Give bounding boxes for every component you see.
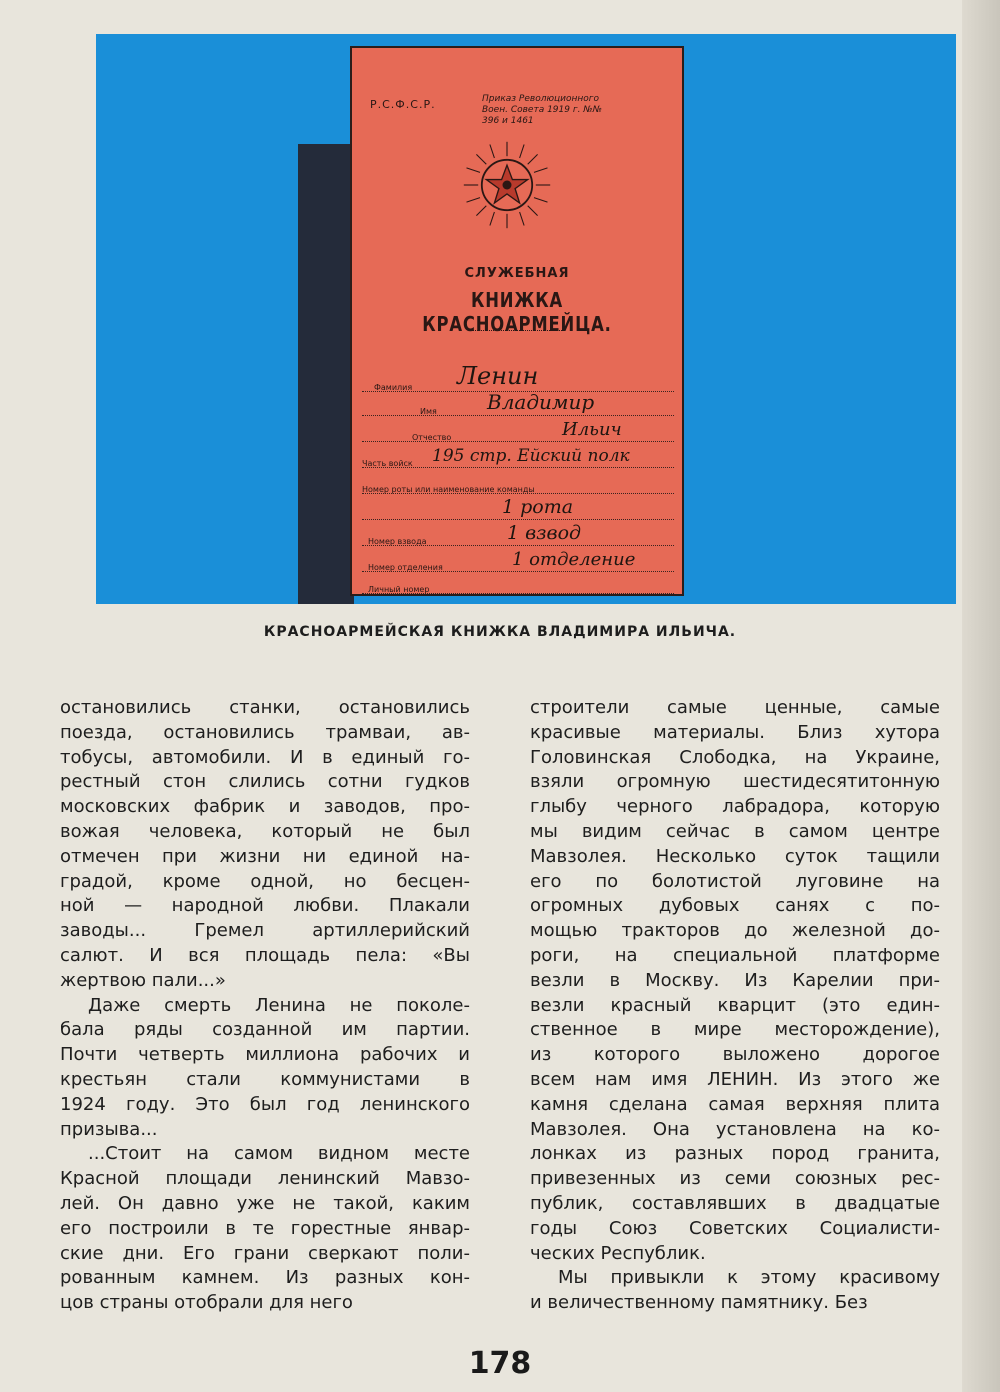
text-line: вожая человека, который не был [60,820,470,842]
text-line: годы Союз Советских Социалисти- [530,1217,940,1239]
booklet-field [362,572,674,596]
field-label: Фамилия [374,383,413,392]
text-line: остановились станки, остановились [60,697,470,718]
text-line: Мавзолея. Она установлена на ко- [530,1118,940,1140]
red-army-booklet [350,46,684,596]
text-line: Головинская Слободка, на Украине, [530,746,940,768]
field-line [362,415,674,416]
field-label: Имя [420,407,437,416]
text-line: его построили в те горестные январ- [60,1217,470,1239]
text-column-left [60,696,470,1316]
text-line: Почти четверть миллиона рабочих и [60,1044,470,1066]
text-line: ские дни. Его грани сверкают поли- [60,1242,470,1264]
booklet-field [362,390,674,418]
text-line: мощью тракторов до железной до- [530,920,940,942]
text-line: Красной площади ленинский Мавзо- [60,1168,470,1190]
booklet-title: КНИЖКА КРАСНОАРМЕЙЦА. [422,288,612,336]
booklet-field [362,420,674,444]
field-label: Отчество [412,433,452,442]
field-handwritten-value: Владимир [487,390,595,414]
photo-figure [96,34,956,604]
booklet-field [362,524,674,548]
text-line: глыбу черного лабрадора, которую [530,796,940,818]
text-line: Мавзолея. Несколько суток тащили [530,845,940,867]
text-line: огромных дубовых санях с по- [530,895,940,917]
booklet-header-order: Приказ Революционного Воен. Совета 1919 г. №№ 396 и 1461 [482,94,603,126]
text-line: московских фабрик и заводов, про- [60,796,470,818]
text-line: заводы... Гремел артиллерийский [60,920,470,942]
text-line: Даже смерть Ленина не поколе- [88,994,470,1016]
text-line: лей. Он давно уже не такой, каким [60,1192,470,1214]
page-gutter [962,0,1000,1392]
text-line: и величественному памятнику. Без [530,1292,868,1314]
field-handwritten-value: 1 взвод [507,522,582,544]
text-line: из которого выложено дорогое [530,1044,940,1066]
text-line: ной — народной любви. Плакали [60,895,470,917]
field-label: Личный номер [368,585,430,594]
text-line: ...Стоит на самом видном месте [88,1143,470,1165]
text-line: Мы привыкли к этому красивому [558,1267,940,1289]
red-star-emblem-icon [462,140,552,230]
field-handwritten-value: 1 рота [502,496,574,518]
text-line: публик, составлявших в двадцатые [530,1192,940,1214]
text-line: рестный стон слились сотни гудков [60,771,470,793]
text-line: привезенных из семи союзных рес- [530,1168,940,1190]
text-line: везли в Москву. Из Карелии при- [530,969,940,991]
text-line: градой, кроме одной, но бесцен- [60,870,470,892]
text-line: рованным камнем. Из разных кон- [60,1267,470,1289]
field-handwritten-value: 195 стр. Ейский полк [432,446,630,466]
booklet-subtitle: СЛУЖЕБНАЯ [464,266,570,281]
text-line: лонках из разных пород гранита, [530,1143,940,1165]
text-line: роги, на специальной платформе [530,944,940,966]
text-line: взяли огромную шестидесятитонную [530,771,940,793]
text-line: 1924 году. Это был год ленинского [60,1093,470,1115]
field-label: Номер отделения [368,563,443,572]
field-label: Часть войск [362,459,413,468]
field-handwritten-value: Ленин [457,362,539,390]
text-line: ческих Республик. [530,1242,706,1264]
text-line: крестьян стали коммунистами в [60,1068,470,1090]
photo-caption: КРАСНОАРМЕЙСКАЯ КНИЖКА ВЛАДИМИРА ИЛЬИЧА. [263,624,737,640]
text-line: тобусы, автомобили. И в единый го- [60,746,470,768]
text-line: салют. И вся площадь пела: «Вы [60,944,470,966]
booklet-field [362,498,674,522]
text-line: мы видим сейчас в самом центре [530,820,940,842]
page-number: 178 [468,1346,532,1381]
booklet-field [362,472,674,496]
field-handwritten-value: Ильич [562,419,622,440]
field-line [362,519,674,520]
text-line: строители самые ценные, самые [530,697,940,718]
text-line: красивые материалы. Близ хутора [530,721,940,743]
field-line [362,441,674,442]
text-line: ственное в мире месторождение), [530,1019,940,1041]
booklet-header-rsfsr: Р.С.Ф.С.Р. [370,98,436,111]
booklet-field [362,446,674,470]
booklet-ornament [472,330,562,339]
booklet-field [362,550,674,574]
text-column-right [530,696,940,1316]
photo-dark-band [298,144,354,604]
text-line: жертвою пали...» [60,969,226,991]
text-line: везли красный кварцит (это един- [530,994,940,1016]
text-line: поезда, остановились трамваи, ав- [60,721,470,743]
text-line: всем нам имя ЛЕНИН. Из этого же [530,1068,940,1090]
text-line: призыва... [60,1118,158,1140]
field-handwritten-value: 1 отделение [512,549,636,570]
text-line: цов страны отобрали для него [60,1292,353,1314]
field-label: Номер взвода [368,537,427,546]
field-label: Номер роты или наименование команды [362,485,535,494]
text-line: камня сделана самая верхняя плита [530,1093,940,1115]
text-line: его по болотистой луговине на [530,870,940,892]
text-line: бала ряды созданной им партии. [60,1019,470,1041]
text-line: отмечен при жизни ни единой на- [60,845,470,867]
